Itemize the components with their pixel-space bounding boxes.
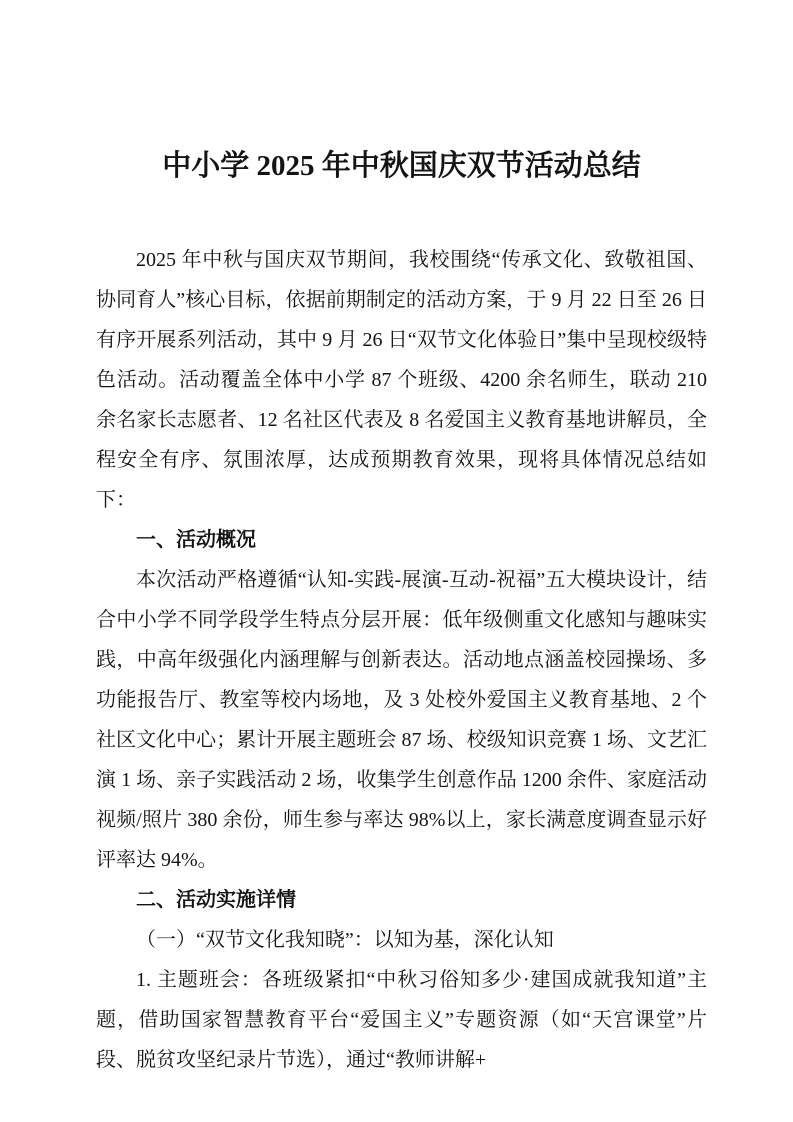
document-title: 中小学 2025 年中秋国庆双节活动总结 — [162, 150, 641, 182]
section-heading-details: 二、活动实施详情 — [136, 889, 296, 911]
subsection-heading-culture-knowledge: （一）“双节文化我知晓”：以知为基，深化认知 — [136, 929, 554, 951]
theme-class-meeting-paragraph: 1. 主题班会：各班级紧扣“中秋习俗知多少·建国成就我知道”主题，借助国家智慧教育平台“爱国主义”专题资源（如“天宫课堂”片段、脱贫攻坚纪录片节选），通过“教师讲解+ — [96, 969, 707, 1071]
section-heading-overview: 一、活动概况 — [136, 529, 256, 551]
intro-paragraph: 2025 年中秋与国庆双节期间，我校围绕“传承文化、致敬祖国、协同育人”核心目标，依据前期制定的活动方案，于 9 月 22 日至 26 日有序开展系列活动，其中 9 月 26 日“双节文化体验日”集中呈现校级特色活动。活动覆盖全体中小学 87 个班级、4200 余名师生，联动 210 余名家长志愿者、12 名社区代表及 8 名爱国主义教育基地讲解员，全程安全有序、氛围浓厚，达成预期教育效果，现将具体情况总结如下： — [96, 249, 707, 511]
document-content — [96, 146, 707, 1080]
overview-paragraph: 本次活动严格遵循“认知-实践-展演-互动-祝福”五大模块设计，结合中小学不同学段学生特点分层开展：低年级侧重文化感知与趣味实践，中高年级强化内涵理解与创新表达。活动地点涵盖校园操场、多功能报告厅、教室等校内场地，及 3 处校外爱国主义教育基地、2 个社区文化中心；累计开展主题班会 87 场、校级知识竞赛 1 场、文艺汇演 1 场、亲子实践活动 2 场，收集学生创意作品 1200 余件、家庭活动视频/照片 380 余份，师生参与率达 98%以上，家长满意度调查显示好评率达 94%。 — [96, 569, 707, 871]
